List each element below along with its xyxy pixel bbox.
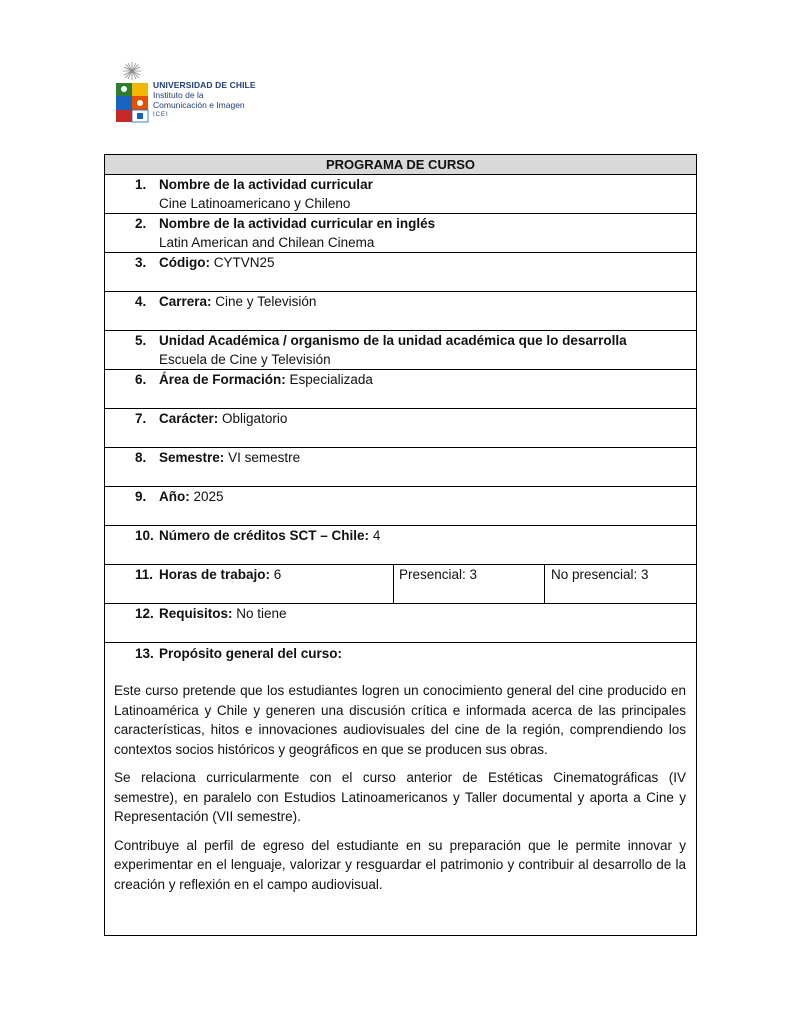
row-number: 11.: [135, 567, 154, 582]
row-number: 13.: [135, 646, 154, 661]
row-value: 2025: [193, 489, 224, 504]
row-value: Cine Latinoamericano y Chileno: [159, 196, 351, 211]
table-row: [105, 409, 696, 448]
table-row: [105, 214, 696, 253]
row-label: Propósito general del curso:: [159, 646, 343, 661]
row-label: Código:: [159, 255, 210, 270]
row-number: 3.: [135, 255, 147, 270]
hours-cell: [105, 565, 394, 603]
table-row: [105, 526, 696, 565]
presencial-cell: Presencial: 3: [394, 565, 545, 603]
row-number: 8.: [135, 450, 147, 465]
row-value: Cine y Televisión: [215, 294, 317, 309]
purpose-paragraph: Este curso pretende que los estudiantes logren un conocimiento general del cine producido en Latinoamérica y Chile y generen una discusión crítica e informada acerca de las principales características, hitos e innovaciones audiovisuales del cine de la región, comprendiendo los contextos socios históricos y geográficos en que se producen sus obras.: [114, 683, 686, 757]
university-seal-icon: [112, 60, 152, 128]
row-label: Carácter:: [159, 411, 219, 426]
purpose-paragraph: Contribuye al perfil de egreso del estudiante en su preparación que le permite innovar y experimentar en el lenguaje, valorizar y resguardar el patrimonio y contribuir al desarrollo de la creación y reflexión en el campo audiovisual.: [114, 837, 686, 892]
row-value: CYTVN25: [213, 255, 275, 270]
table-row: [105, 604, 696, 643]
table-row: [105, 175, 696, 214]
no-presencial-cell: No presencial: 3: [551, 567, 649, 582]
row-label: Nombre de la actividad curricular en inglés: [159, 216, 436, 231]
row-value: Obligatorio: [222, 411, 288, 426]
row-number: 4.: [135, 294, 147, 309]
table-row: [105, 253, 696, 292]
row-label: Nombre de la actividad curricular: [159, 177, 373, 192]
row-label: Número de créditos SCT – Chile:: [159, 528, 370, 543]
row-value: No tiene: [236, 606, 287, 621]
row-number: 7.: [135, 411, 147, 426]
row-label: Semestre:: [159, 450, 225, 465]
row-value: 6: [273, 567, 282, 582]
table-row: [105, 370, 696, 409]
row-label: Horas de trabajo:: [159, 567, 271, 582]
university-name: UNIVERSIDAD DE CHILE: [153, 80, 256, 90]
row-value: VI semestre: [228, 450, 301, 465]
institute-abbr: ICEI: [153, 112, 169, 118]
table-row-hours: [105, 565, 696, 604]
row-number: 5.: [135, 333, 147, 348]
table-row: [105, 331, 696, 370]
institute-line-1: Instituto de la: [153, 90, 204, 100]
row-label: Requisitos:: [159, 606, 233, 621]
row-number: 12.: [135, 606, 154, 621]
row-label: Área de Formación:: [159, 372, 286, 387]
course-program-table: [104, 154, 697, 936]
purpose-paragraph: Se relaciona curricularmente con el curso anterior de Estéticas Cinematográficas (IV semestre), en paralelo con Estudios Latinoamericanos y Taller documental y aporta a Cine y Representación (VII semestre).: [114, 770, 686, 824]
table-row: [105, 448, 696, 487]
row-label: Unidad Académica / organismo de la unidad académica que lo desarrolla: [159, 333, 627, 348]
row-value: 4: [372, 528, 381, 543]
table-row: [105, 487, 696, 526]
row-number: 6.: [135, 372, 147, 387]
row-value: Latin American and Chilean Cinema: [159, 235, 375, 250]
row-label: Año:: [159, 489, 190, 504]
row-label: Carrera:: [159, 294, 212, 309]
row-number: 2.: [135, 216, 147, 231]
row-number: 1.: [135, 177, 147, 192]
table-title: PROGRAMA DE CURSO: [105, 155, 696, 175]
purpose-section: [105, 643, 696, 935]
row-number: 10.: [135, 528, 154, 543]
institute-line-2: Comunicación e Imagen: [153, 100, 245, 110]
row-value: Escuela de Cine y Televisión: [159, 352, 331, 367]
table-row: [105, 292, 696, 331]
row-number: 9.: [135, 489, 147, 504]
row-value: Especializada: [289, 372, 373, 387]
university-logo: [112, 60, 272, 128]
